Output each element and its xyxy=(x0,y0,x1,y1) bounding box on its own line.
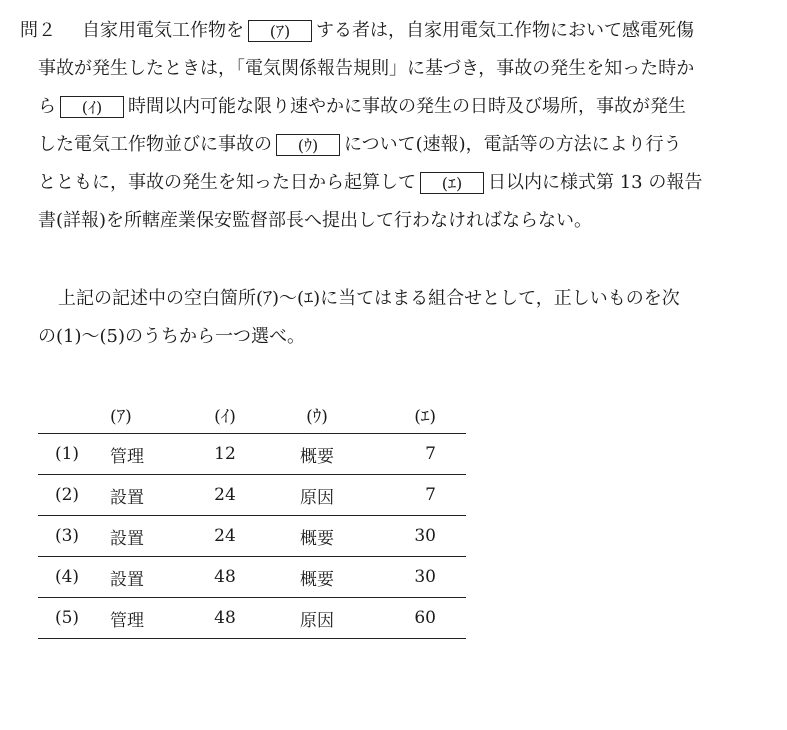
question-text: 書(詳報)を所轄産業保安監督部長へ提出して行わなければならない。 xyxy=(38,210,593,231)
table-cell: 概要 xyxy=(268,516,366,557)
blank-a-box: (ｱ) xyxy=(248,20,312,42)
table-cell: 原因 xyxy=(268,598,366,639)
header-cell: (ｱ) xyxy=(110,406,132,427)
blank-d-box: (ｴ) xyxy=(420,172,484,194)
question-text: ら xyxy=(38,96,56,117)
blank-b-box: (ｲ) xyxy=(60,96,124,118)
blank-c-box: (ｳ) xyxy=(276,134,340,156)
table-cell: 30 xyxy=(366,516,466,557)
question-line-4 xyxy=(38,132,682,158)
question-text: 日以内に様式第 13 の報告 xyxy=(488,172,703,193)
table-cell: 概要 xyxy=(268,557,366,598)
question-text: 事故が発生したときは，「電気関係報告規則」に基づき，事故の発生を知った時か xyxy=(38,58,695,79)
answer-table xyxy=(38,395,466,639)
table-cell: 30 xyxy=(366,557,466,598)
table-row xyxy=(38,475,466,516)
question-line-1 xyxy=(20,18,694,44)
header-cell xyxy=(38,395,96,434)
table-cell: 7 xyxy=(366,475,466,516)
header-cell: (ｲ) xyxy=(214,406,236,427)
table-cell: 48 xyxy=(182,598,268,639)
table-cell: 7 xyxy=(366,434,466,475)
question-line-3 xyxy=(38,94,686,120)
table-cell: 24 xyxy=(182,516,268,557)
option-number: (1) xyxy=(38,434,96,475)
question-number: 問２ xyxy=(20,20,56,41)
question-line-2 xyxy=(38,56,694,82)
question-line-6 xyxy=(38,208,592,234)
table-cell: 60 xyxy=(366,598,466,639)
question-text: した電気工作物並びに事故の xyxy=(38,134,272,155)
option-number: (4) xyxy=(38,557,96,598)
table-cell: 24 xyxy=(182,475,268,516)
instruction-line-1: 上記の記述中の空白箇所(ｱ)～(ｴ)に当てはまる組合せとして，正しいものを次 xyxy=(58,288,680,309)
question-line-5 xyxy=(38,170,702,196)
table-cell: 設置 xyxy=(96,557,182,598)
table-row xyxy=(38,557,466,598)
table-row xyxy=(38,598,466,639)
option-number: (5) xyxy=(38,598,96,639)
header-cell: (ｴ) xyxy=(414,406,436,427)
question-text: する者は，自家用電気工作物において感電死傷 xyxy=(316,20,694,41)
question-text: とともに，事故の発生を知った日から起算して xyxy=(38,172,416,193)
header-cell: (ｳ) xyxy=(306,406,328,427)
table-row xyxy=(38,434,466,475)
question-text: 自家用電気工作物を xyxy=(82,20,244,41)
option-number: (2) xyxy=(38,475,96,516)
table-cell: 設置 xyxy=(96,475,182,516)
answer-table-header xyxy=(38,395,466,434)
table-cell: 設置 xyxy=(96,516,182,557)
table-row xyxy=(38,516,466,557)
table-cell: 原因 xyxy=(268,475,366,516)
question-text: について(速報)，電話等の方法により行う xyxy=(344,134,682,155)
table-cell: 概要 xyxy=(268,434,366,475)
table-cell: 管理 xyxy=(96,434,182,475)
table-cell: 管理 xyxy=(96,598,182,639)
table-cell: 12 xyxy=(182,434,268,475)
question-text: 時間以内可能な限り速やかに事故の発生の日時及び場所，事故が発生 xyxy=(128,96,686,117)
table-cell: 48 xyxy=(182,557,268,598)
instruction-line-2: の(1)～(5)のうちから一つ選べ。 xyxy=(38,326,305,347)
option-number: (3) xyxy=(38,516,96,557)
